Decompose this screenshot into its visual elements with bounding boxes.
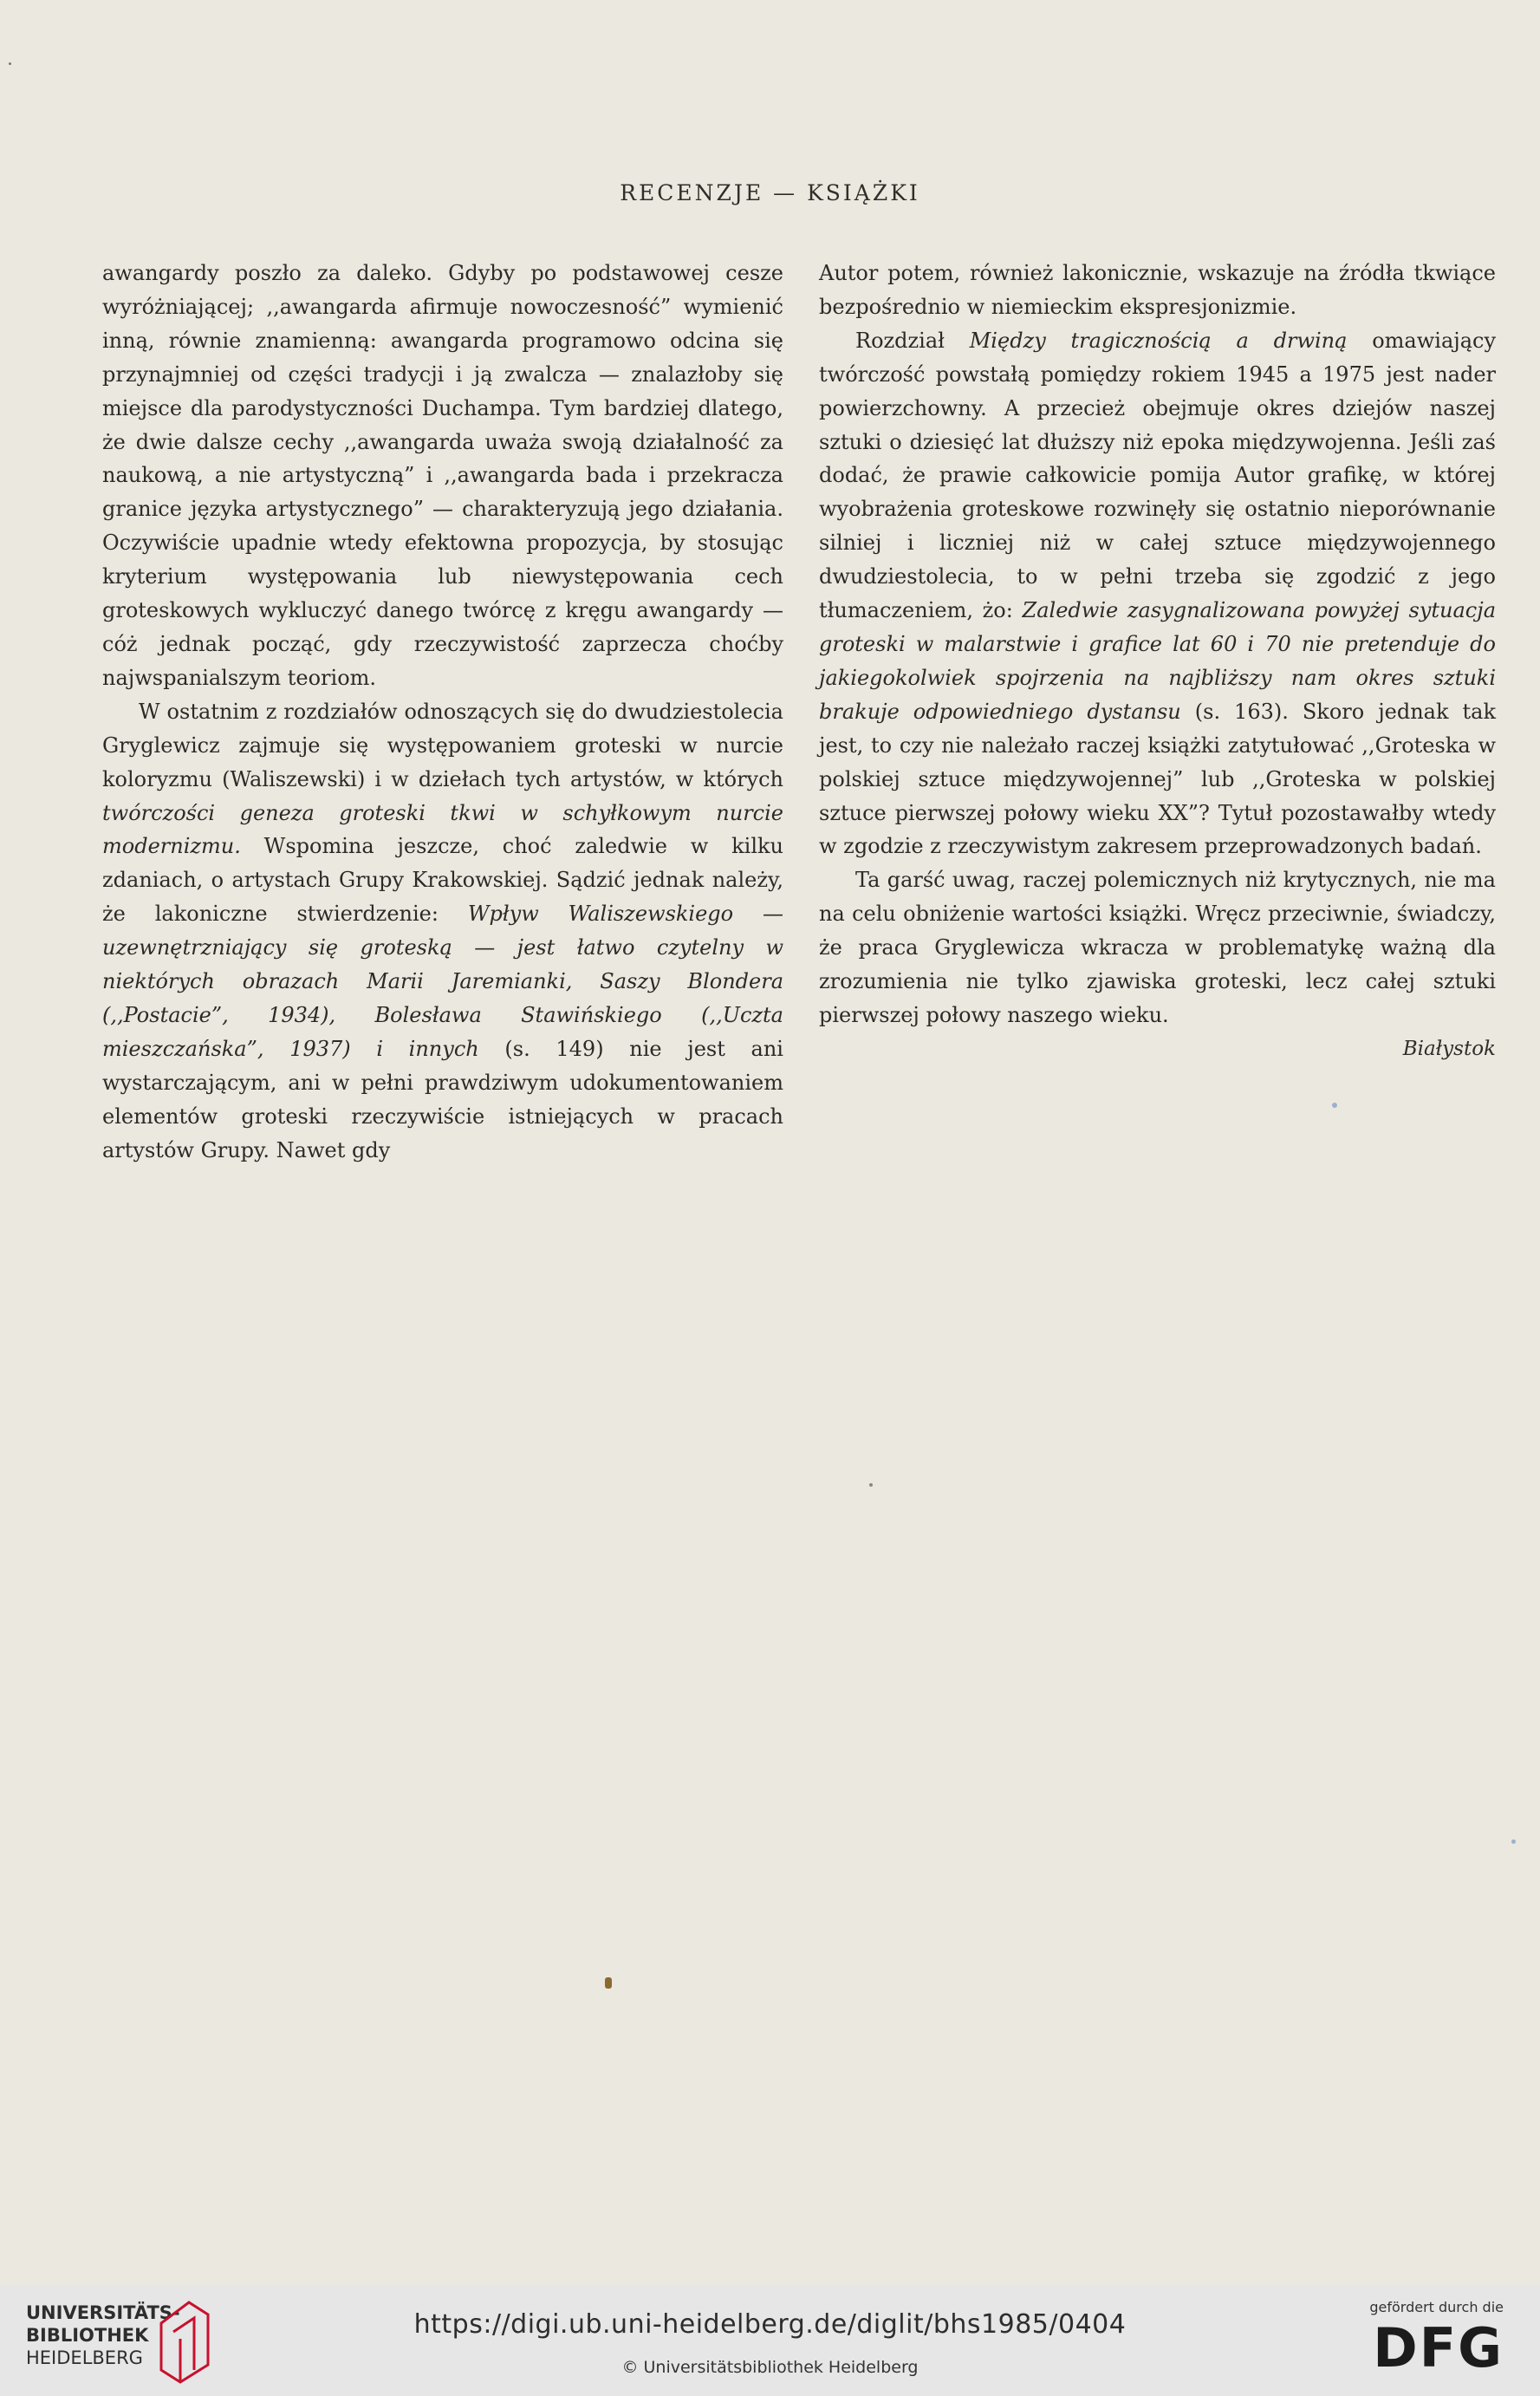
permalink[interactable]: https://digi.ub.uni-heidelberg.de/diglit/bhs1985/0404 [413, 2309, 1127, 2340]
library-line: HEIDELBERG [26, 2347, 143, 2368]
chapter-title-italic: Między tragicznością a drwiną [969, 328, 1348, 353]
text-run: (s. 163). Skoro jednak tak jest, to czy nie należało raczej książki zatytułować ,,Groteska w polskiej sztuce międzywojennej” lub ,,Groteska w polskiej sztuce pierwszej połowy wieku XX”? Tytuł pozostawałby wtedy w zgodzie z rzeczywistym zakresem przeprowadzonych badań. [819, 699, 1497, 859]
quote-italic: Wpływ Waliszewskiego — uzewnętrzniający się groteską — jest łatwo czytelny w niektórych obrazach Marii Jaremianki, Saszy Blondera (,,Postacie”, 1934), Bolesława Stawińskiego (,,Uczta mieszczańska”, 1937) i innych [102, 902, 783, 1061]
dfg-logo[interactable]: DFG [1373, 2316, 1504, 2380]
scan-speck [9, 62, 11, 65]
text-run: omawiający twórczość powstałą pomiędzy rokiem 1945 a 1975 jest nader powierzchowny. A przecież obejmuje okres dziejów naszej sztuki o dziesięć lat dłuższy niż epoka międzywojenna. Jeśli zaś dodać, że prawie całkowicie pomija Autor grafikę, w której wyobrażenia groteskowe rozwinęły się ostatnio nieporównanie silniej i liczniej niż w całej sztuce międzywojennego dwudziestolecia, to w pełni trzeba się zgodzić z jego tłumaczeniem, żo: [819, 328, 1497, 623]
paragraph [819, 324, 1496, 864]
text-run: W ostatnim z rozdziałów odnoszących się do dwudziestolecia Gryglewicz zajmuje się występowaniem groteski w nurcie koloryzmu (Waliszewski) i w dziełach tych artystów, w których [102, 699, 783, 791]
paragraph: Autor potem, również lakonicznie, wskazuje na źródła tkwiące bezpośrednio w niemieckim ekspresjonizmie. [819, 261, 1496, 319]
text-run: Wspomina jeszcze, choć zaledwie w kilku zdaniach, o artystach Grupy Krakowskiej. Sądzić jednak należy, że lakoniczne stwierdzenie: [102, 834, 783, 927]
author-location: Białystok [1402, 1038, 1496, 1060]
text-run: (s. 149) nie jest ani wystarczającym, ani w pełni prawdziwym udokumentowaniem elementów groteski rzeczywiście istniejących w pracach artystów Grupy. Nawet gdy [102, 1036, 783, 1162]
viewer-footer [0, 2285, 1540, 2396]
copyright-notice: © Universitätsbibliothek Heidelberg [621, 2358, 919, 2377]
library-line: UNIVERSITÄTS- [26, 2302, 180, 2323]
quote-italic: twórczości geneza groteski tkwi w schyłkowym nurcie modernizmu. [102, 800, 783, 859]
right-column [819, 257, 1496, 1032]
paragraph: awangardy poszło za daleko. Gdyby po podstawowej cesze wyróżniającej; ,,awangarda afirmuje nowoczesność” wymienić inną, równie znamienną: awangarda programowo odcina się przynajmniej od części tradycji i ją zwalcza — znalazłoby się miejsce dla parodystyczności Duchampa. Tym bardziej dlatego, że dwie dalsze cechy ,,awangarda uważa swoją działalność za naukową, a nie artystyczną” i ,,awangarda bada i przekracza granice języka artystycznego” — charakteryzują jego działania. Oczywiście upadnie wtedy efektowna propozycja, by stosując kryterium występowania lub niewystępowania cech groteskowych wykluczyć danego twórcę z kręgu awangardy — cóż jednak począć, gdy rzeczywistość zaprzecza choćby najwspanialszym teoriom. [102, 261, 783, 690]
scan-speck [869, 1483, 873, 1487]
scan-speck [1332, 1103, 1337, 1108]
paragraph [102, 695, 783, 1168]
scan-speck [1511, 1839, 1516, 1844]
quote-italic: Zaledwie zasygnalizowana powyżej sytuacja groteski w malarstwie i grafice lat 60 i 70 nie pretenduje do jakiegokolwiek spojrzenia na najbliższy nam okres sztuki brakuje odpowiedniego dystansu [819, 598, 1496, 724]
left-column [102, 257, 783, 1167]
running-header: RECENZJE — KSIĄŻKI [620, 180, 920, 205]
paragraph: Ta garść uwag, raczej polemicznych niż krytycznych, nie ma na celu obniżenie wartości książki. Wręcz przeciwnie, świadczy, że praca Gryglewicza wkracza w problematykę ważną dla zrozumienia nie tylko zjawiska groteski, lecz całej sztuki pierwszej połowy naszego wieku. [819, 868, 1496, 1027]
library-line: BIBLIOTHEK [26, 2325, 149, 2346]
text-run: Rozdział [855, 328, 970, 353]
scan-speck [605, 1977, 612, 1989]
dfg-caption: gefördert durch die [1369, 2299, 1504, 2315]
